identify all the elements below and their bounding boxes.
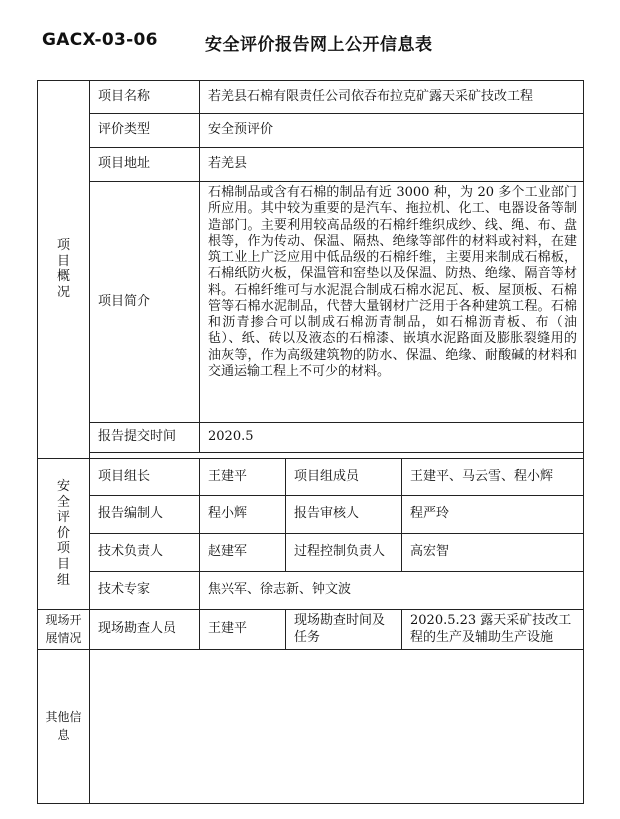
value-other-info	[90, 650, 584, 804]
value-report-date: 2020.5	[200, 423, 584, 453]
value-team-members: 王建平、马云雪、程小辉	[402, 459, 584, 496]
row-evaluation-type	[38, 114, 584, 148]
value-project-address: 若羌县	[200, 148, 584, 182]
row-tech-lead	[38, 534, 584, 572]
label-team-members: 项目组成员	[286, 459, 402, 496]
section-label-team: 安全评价项目组	[57, 479, 71, 588]
label-project-address: 项目地址	[90, 148, 200, 182]
value-site-surveyor: 王建平	[200, 610, 286, 650]
section-other-info	[38, 650, 90, 804]
row-tech-experts	[38, 572, 584, 610]
label-tech-experts: 技术专家	[90, 572, 200, 610]
value-team-leader: 王建平	[200, 459, 286, 496]
label-evaluation-type: 评价类型	[90, 114, 200, 148]
label-report-reviewer: 报告审核人	[286, 496, 402, 534]
label-site-surveyor: 现场勘查人员	[90, 610, 200, 650]
row-report-date	[38, 423, 584, 453]
label-team-leader: 项目组长	[90, 459, 200, 496]
label-project-name: 项目名称	[90, 81, 200, 114]
label-survey-time-task: 现场勘查时间及任务	[286, 610, 402, 650]
row-site-survey	[38, 610, 584, 650]
section-label-overview: 项目概况	[57, 237, 71, 300]
row-project-intro	[38, 182, 584, 423]
label-process-control: 过程控制负责人	[286, 534, 402, 572]
section-label-site: 现场开展情况	[45, 613, 82, 645]
value-report-reviewer: 程严玲	[402, 496, 584, 534]
row-project-address	[38, 148, 584, 182]
row-project-name	[38, 81, 584, 114]
section-label-other: 其他信息	[45, 710, 82, 742]
document-code: GACX-03-06	[42, 30, 158, 50]
section-site-work	[38, 610, 90, 650]
value-report-author: 程小辉	[200, 496, 286, 534]
value-tech-experts: 焦兴军、徐志新、钟文波	[200, 572, 584, 610]
document-title: 安全评价报告网上公开信息表	[205, 35, 433, 55]
row-other-info	[38, 650, 584, 804]
value-evaluation-type: 安全预评价	[200, 114, 584, 148]
row-team-leader	[38, 459, 584, 496]
value-tech-lead: 赵建军	[200, 534, 286, 572]
label-project-intro: 项目简介	[90, 182, 200, 423]
value-process-control: 高宏智	[402, 534, 584, 572]
label-tech-lead: 技术负责人	[90, 534, 200, 572]
label-report-date: 报告提交时间	[90, 423, 200, 453]
section-evaluation-team	[38, 459, 90, 610]
value-project-name: 若羌县石棉有限责任公司依吞布拉克矿露天采矿技改工程	[200, 81, 584, 114]
info-table	[37, 80, 584, 804]
section-project-overview	[38, 81, 90, 459]
row-report-author	[38, 496, 584, 534]
value-project-intro: 石棉制品或含有石棉的制品有近 3000 种，为 20 多个工业部门所应用。其中较为重要的是汽车、拖拉机、化工、电器设备等制造部门。主要利用较高品级的石棉纤维织成纱、线、绳、布、盘根等，作为传动、保温、隔热、绝缘等部件的材料或衬料，在建筑工业上广泛应用中低品级的石棉纤维，主要用来制成石棉板，石棉纸防火板，保温管和窑垫以及保温、防热、绝缘、隔音等材料。石棉纤维可与水泥混合制成石棉水泥瓦、板、屋顶板、石棉管等石棉水泥制品，代替大量钢材广泛用于各种建筑工程。石棉和沥青掺合可以制成石棉沥青制品，如石棉沥青板、布（油毡）、纸、砖以及液态的石棉漆、嵌填水泥路面及膨胀裂缝用的油灰等，作为高级建筑物的防水、保温、绝缘、耐酸碱的材料和交通运输工程上不可少的材料。	[200, 182, 584, 423]
label-report-author: 报告编制人	[90, 496, 200, 534]
value-survey-time-task: 2020.5.23 露天采矿技改工程的生产及辅助生产设施	[402, 610, 584, 650]
